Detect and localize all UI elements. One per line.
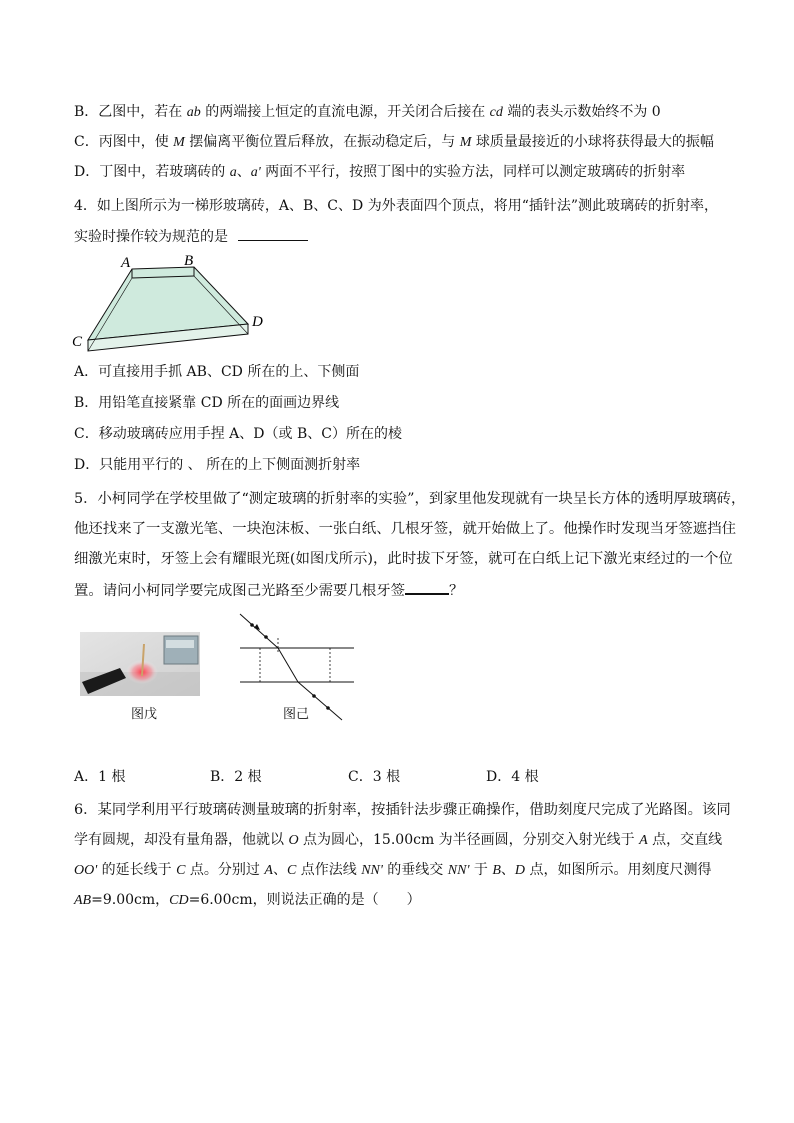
incident-ray — [240, 614, 278, 648]
q3-option-b — [74, 102, 661, 123]
q5-option-c: C．3 根 — [348, 769, 401, 785]
q4-answer-blank — [238, 226, 308, 241]
caption-wu: 图戊 — [131, 707, 158, 722]
trapezoid-glass-figure — [70, 252, 280, 354]
q6-l3-text-d: 点。分别过 — [185, 862, 265, 878]
q6-stem-line2 — [74, 830, 722, 851]
q6-l3-text-l: 于 — [469, 862, 493, 878]
q5-question-mark: ？ — [449, 583, 464, 599]
q4-option-a: A．可直接用手抓 AB、CD 所在的上、下侧面 — [74, 364, 360, 380]
pin-mark-3 — [312, 694, 316, 698]
q3-c-text2: 摆偏离平衡位置后释放，在振动稳定后，与 — [184, 134, 460, 150]
q6-l3-text-p: 点，如图所示。用刻度尺测得 — [525, 862, 712, 878]
q6-var-a: A — [639, 833, 648, 848]
q6-l2-text-c: 点为圆心，15.00cm 为半径画圆，分别交入射光线于 — [298, 832, 640, 848]
q6-var-nn-prime2: NN' — [447, 863, 470, 878]
q3-b-var-cd: cd — [489, 105, 503, 120]
q5-option-a: A．1 根 — [74, 769, 126, 785]
q6-var-cd: CD — [169, 893, 189, 908]
q3-b-var-ab: ab — [186, 105, 201, 120]
q5-answer-blank — [405, 579, 449, 595]
q6-l3-sep: 、 — [272, 862, 287, 878]
q6-l4-text-d: =6.00cm，则说法正确的是（ ） — [188, 892, 421, 908]
q6-stem-line4 — [74, 890, 421, 911]
q4-option-b: B．用铅笔直接紧靠 CD 所在的面画边界线 — [74, 395, 340, 411]
q6-l3-sep2: 、 — [500, 862, 515, 878]
q5-stem-line1: 5．小柯同学在学校里做了“测定玻璃的折射率的实验”，到家里他发现就有一块呈长方体的透明厚玻璃砖， — [74, 491, 746, 507]
q4-option-d: D．只能用平行的 、 所在的上下侧面测折射率 — [74, 457, 361, 473]
q3-option-d — [74, 162, 685, 183]
q3-d-var-a-prime: a' — [250, 165, 261, 180]
q3-d-text: D．丁图中，若玻璃砖的 — [74, 164, 230, 180]
q3-d-text2: 两面不平行，按照丁图中的实验方法，同样可以测定玻璃砖的折射率 — [260, 164, 686, 180]
q3-b-text: B．乙图中，若在 — [74, 104, 187, 120]
q5-stem-line2: 他还找来了一支激光笔、一块泡沫板、一张白纸、几根牙签，就开始做上了。他操作时发现当牙签遮挡住 — [74, 521, 736, 537]
q6-var-c: C — [176, 863, 186, 878]
q5-stem-line3: 细激光束时，牙签上会有耀眼光斑(如图戊所示)，此时拔下牙签，就可在白纸上记下激光束经过的一个位 — [74, 551, 733, 567]
q5-stem-line4 — [74, 579, 463, 601]
q6-var-d: D — [514, 863, 526, 878]
pin-mark-2 — [264, 635, 268, 639]
q3-d-sep: 、 — [236, 164, 251, 180]
q3-option-c — [74, 132, 714, 153]
refracted-ray — [278, 648, 298, 682]
label-b: B — [184, 253, 194, 269]
q3-d-var-a: a — [229, 165, 237, 180]
q4-stem-text: 实验时操作较为规范的是 — [74, 229, 228, 245]
q6-var-nn-prime: NN' — [361, 863, 383, 878]
label-c: C — [72, 334, 83, 350]
label-d: D — [252, 314, 263, 330]
label-a: A — [121, 255, 131, 271]
q4-stem-line2 — [74, 226, 308, 247]
q3-c-var-m: M — [173, 135, 185, 150]
q5-stem-text: 置。请问小柯同学要完成图己光路至少需要几根牙签 — [74, 583, 405, 599]
q3-c-text: C．丙图中，使 — [74, 134, 174, 150]
q3-c-var-m2: M — [459, 135, 472, 150]
q6-l2-text-e: 点，交直线 — [647, 832, 723, 848]
photo-figure-wu — [80, 632, 200, 696]
q6-var-ab: AB — [74, 893, 92, 908]
q6-var-c2: C — [286, 863, 297, 878]
q5-option-d: D．4 根 — [486, 769, 539, 785]
q4-stem-line1: 4．如上图所示为一梯形玻璃砖，A、B、C、D 为外表面四个顶点，将用“插针法”测此玻璃砖的折射率， — [74, 198, 719, 214]
q3-b-text3: 端的表头示数始终不为 0 — [502, 104, 661, 120]
q6-l3-text-b: 的延长线于 — [97, 862, 177, 878]
pin-mark-1 — [250, 623, 254, 627]
pin-mark-4 — [326, 706, 330, 710]
q4-option-c: C．移动玻璃砖应用手捏 A、D（或 B、C）所在的棱 — [74, 426, 402, 442]
caption-ji: 图己 — [283, 707, 310, 722]
q6-l4-text-b: =9.00cm， — [91, 892, 170, 908]
q6-stem-line1: 6．某同学利用平行玻璃砖测量玻璃的折射率，按插针法步骤正确操作，借助刻度尺完成了光路图。该同 — [74, 802, 731, 818]
q6-l3-text-j: 的垂线交 — [382, 862, 448, 878]
q6-var-oo-prime: OO' — [74, 863, 98, 878]
glass-block-photo-top — [166, 640, 194, 648]
q6-stem-line3 — [74, 860, 711, 881]
q3-c-text3: 球质量最接近的小球将获得最大的振幅 — [471, 134, 714, 150]
q5-option-b: B．2 根 — [210, 769, 262, 785]
q6-var-o: O — [288, 833, 299, 848]
q6-l2-text-a: 学有圆规，却没有量角器，他就以 — [74, 832, 289, 848]
q6-var-b: B — [492, 863, 501, 878]
q6-var-a2: A — [264, 863, 273, 878]
q3-b-text2: 的两端接上恒定的直流电源，开关闭合后接在 — [200, 104, 490, 120]
q6-l3-text-h: 点作法线 — [296, 862, 362, 878]
